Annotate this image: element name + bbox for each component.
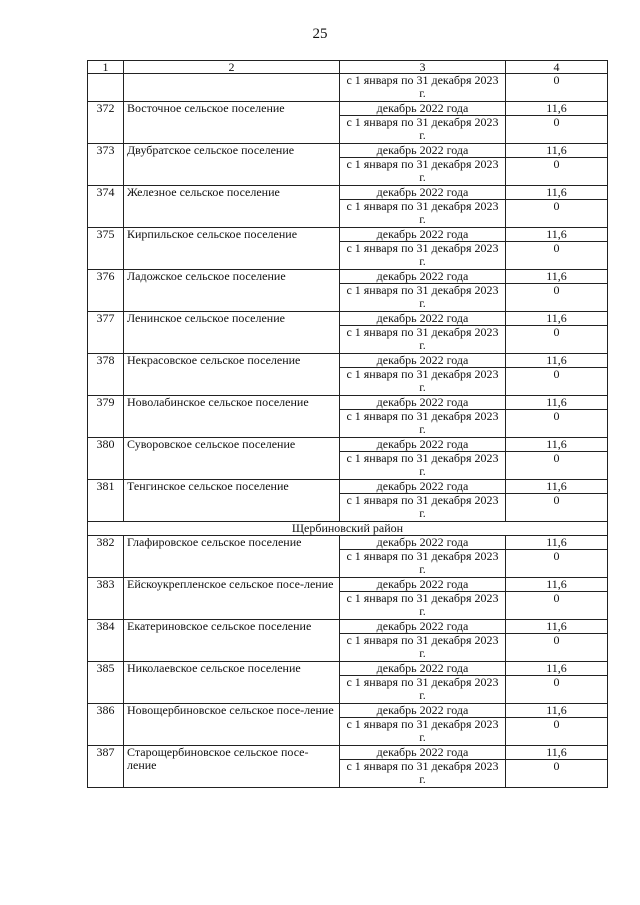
period-cell: декабрь 2022 года (340, 312, 506, 326)
column-header: 1 (88, 61, 124, 74)
row-number-cell: 377 (88, 312, 124, 354)
period-cell: декабрь 2022 года (340, 704, 506, 718)
row-number-cell: 373 (88, 144, 124, 186)
table-row (88, 578, 608, 592)
table-row (88, 354, 608, 368)
value-cell: 0 (506, 368, 608, 396)
row-number-cell: 380 (88, 438, 124, 480)
row-number-cell: 385 (88, 662, 124, 704)
period-cell: декабрь 2022 года (340, 396, 506, 410)
tariff-table (87, 60, 608, 788)
value-cell: 11,6 (506, 312, 608, 326)
period-cell: с 1 января по 31 декабря 2023 г. (340, 410, 506, 438)
value-cell: 11,6 (506, 578, 608, 592)
value-cell: 0 (506, 550, 608, 578)
settlement-name-cell: Старощербиновское сельское посе-ление (124, 746, 340, 788)
district-header-row (88, 522, 608, 536)
period-cell: с 1 января по 31 декабря 2023 г. (340, 74, 506, 102)
continuation-row (88, 74, 608, 102)
period-cell: декабрь 2022 года (340, 186, 506, 200)
period-cell: с 1 января по 31 декабря 2023 г. (340, 760, 506, 788)
row-number-cell: 382 (88, 536, 124, 578)
period-cell: с 1 января по 31 декабря 2023 г. (340, 284, 506, 312)
value-cell: 0 (506, 284, 608, 312)
settlement-name-cell: Кирпильское сельское поселение (124, 228, 340, 270)
table-row (88, 144, 608, 158)
value-cell: 0 (506, 158, 608, 186)
value-cell: 11,6 (506, 662, 608, 676)
period-cell: с 1 января по 31 декабря 2023 г. (340, 200, 506, 228)
value-cell: 11,6 (506, 396, 608, 410)
value-cell: 11,6 (506, 144, 608, 158)
period-cell: декабрь 2022 года (340, 578, 506, 592)
table-row (88, 704, 608, 718)
column-header: 4 (506, 61, 608, 74)
value-cell: 11,6 (506, 746, 608, 760)
period-cell: с 1 января по 31 декабря 2023 г. (340, 676, 506, 704)
table-row (88, 396, 608, 410)
column-header: 3 (340, 61, 506, 74)
settlement-name-cell: Ладожское сельское поселение (124, 270, 340, 312)
period-cell: с 1 января по 31 декабря 2023 г. (340, 326, 506, 354)
row-number-cell: 379 (88, 396, 124, 438)
value-cell: 11,6 (506, 438, 608, 452)
period-cell: декабрь 2022 года (340, 620, 506, 634)
settlement-name-cell (124, 74, 340, 102)
settlement-name-cell: Екатериновское сельское поселение (124, 620, 340, 662)
table-row (88, 312, 608, 326)
value-cell: 0 (506, 242, 608, 270)
table-row (88, 438, 608, 452)
table-row (88, 536, 608, 550)
row-number-cell: 387 (88, 746, 124, 788)
settlement-name-cell: Железное сельское поселение (124, 186, 340, 228)
period-cell: декабрь 2022 года (340, 438, 506, 452)
period-cell: с 1 января по 31 декабря 2023 г. (340, 592, 506, 620)
settlement-name-cell: Ленинское сельское поселение (124, 312, 340, 354)
table-row (88, 270, 608, 284)
value-cell: 11,6 (506, 704, 608, 718)
value-cell: 0 (506, 760, 608, 788)
value-cell: 11,6 (506, 536, 608, 550)
district-name: Щербиновский район (88, 522, 608, 536)
column-header: 2 (124, 61, 340, 74)
period-cell: декабрь 2022 года (340, 228, 506, 242)
value-cell: 0 (506, 494, 608, 522)
period-cell: декабрь 2022 года (340, 354, 506, 368)
period-cell: с 1 января по 31 декабря 2023 г. (340, 116, 506, 144)
settlement-name-cell: Суворовское сельское поселение (124, 438, 340, 480)
period-cell: с 1 января по 31 декабря 2023 г. (340, 158, 506, 186)
table-header-row (88, 61, 608, 74)
value-cell: 11,6 (506, 354, 608, 368)
row-number-cell: 376 (88, 270, 124, 312)
table-row (88, 102, 608, 116)
value-cell: 0 (506, 326, 608, 354)
settlement-name-cell: Двубратское сельское поселение (124, 144, 340, 186)
period-cell: декабрь 2022 года (340, 144, 506, 158)
period-cell: декабрь 2022 года (340, 270, 506, 284)
table-row (88, 480, 608, 494)
page-number: 25 (312, 26, 328, 42)
value-cell: 11,6 (506, 620, 608, 634)
period-cell: с 1 января по 31 декабря 2023 г. (340, 368, 506, 396)
period-cell: с 1 января по 31 декабря 2023 г. (340, 718, 506, 746)
period-cell: с 1 января по 31 декабря 2023 г. (340, 452, 506, 480)
table-row (88, 228, 608, 242)
table-row (88, 746, 608, 760)
row-number-cell (88, 74, 124, 102)
value-cell: 0 (506, 410, 608, 438)
period-cell: декабрь 2022 года (340, 480, 506, 494)
row-number-cell: 383 (88, 578, 124, 620)
row-number-cell: 374 (88, 186, 124, 228)
period-cell: с 1 января по 31 декабря 2023 г. (340, 242, 506, 270)
table-row (88, 620, 608, 634)
period-cell: декабрь 2022 года (340, 536, 506, 550)
settlement-name-cell: Новощербиновское сельское посе-ление (124, 704, 340, 746)
row-number-cell: 372 (88, 102, 124, 144)
settlement-name-cell: Новолабинское сельское поселение (124, 396, 340, 438)
value-cell: 11,6 (506, 270, 608, 284)
value-cell: 0 (506, 200, 608, 228)
value-cell: 0 (506, 74, 608, 102)
period-cell: с 1 января по 31 декабря 2023 г. (340, 494, 506, 522)
period-cell: с 1 января по 31 декабря 2023 г. (340, 634, 506, 662)
settlement-name-cell: Глафировское сельское поселение (124, 536, 340, 578)
value-cell: 11,6 (506, 102, 608, 116)
value-cell: 0 (506, 116, 608, 144)
settlement-name-cell: Николаевское сельское поселение (124, 662, 340, 704)
table-row (88, 662, 608, 676)
period-cell: декабрь 2022 года (340, 746, 506, 760)
value-cell: 11,6 (506, 228, 608, 242)
period-cell: декабрь 2022 года (340, 102, 506, 116)
settlement-name-cell: Тенгинское сельское поселение (124, 480, 340, 522)
settlement-name-cell: Некрасовское сельское поселение (124, 354, 340, 396)
value-cell: 0 (506, 592, 608, 620)
table-row (88, 186, 608, 200)
row-number-cell: 386 (88, 704, 124, 746)
value-cell: 0 (506, 634, 608, 662)
settlement-name-cell: Ейскоукрепленское сельское посе-ление (124, 578, 340, 620)
row-number-cell: 375 (88, 228, 124, 270)
row-number-cell: 378 (88, 354, 124, 396)
row-number-cell: 384 (88, 620, 124, 662)
value-cell: 0 (506, 452, 608, 480)
value-cell: 0 (506, 676, 608, 704)
period-cell: декабрь 2022 года (340, 662, 506, 676)
period-cell: с 1 января по 31 декабря 2023 г. (340, 550, 506, 578)
value-cell: 0 (506, 718, 608, 746)
settlement-name-cell: Восточное сельское поселение (124, 102, 340, 144)
value-cell: 11,6 (506, 186, 608, 200)
row-number-cell: 381 (88, 480, 124, 522)
value-cell: 11,6 (506, 480, 608, 494)
